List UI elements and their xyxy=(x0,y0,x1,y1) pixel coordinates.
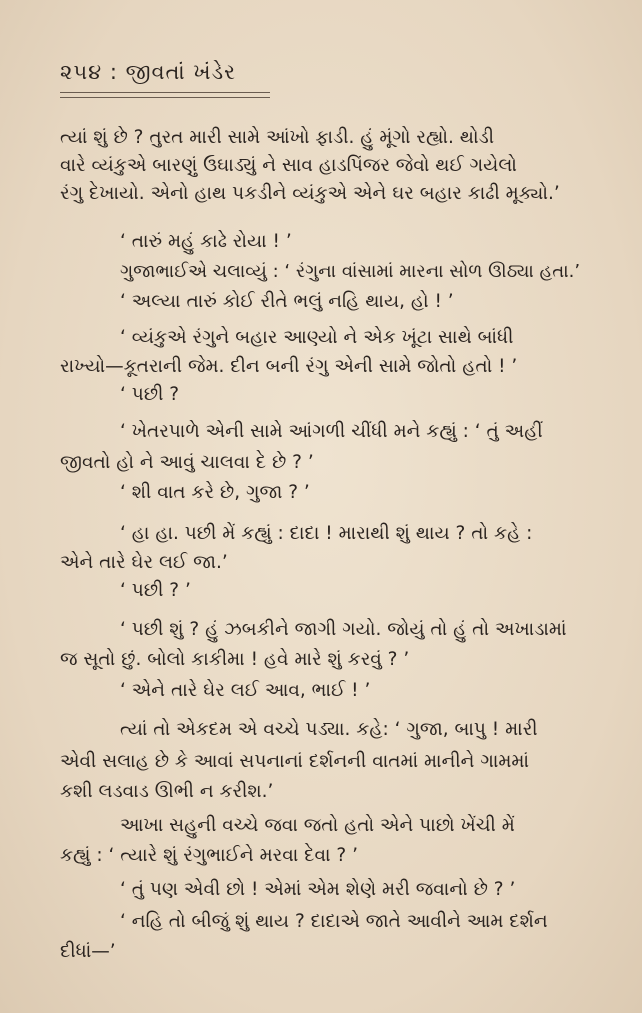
running-header: ૨૫૪ : જીવતાં ખંડેર xyxy=(60,60,236,84)
text-line: ‘ વ્યંકુએ રંગુને બહાર આણ્યો ને એક ખૂંટા સાથે બાંધી xyxy=(120,327,514,348)
text-line: ‘ પછી ? xyxy=(120,384,180,405)
text-line: ‘ પછી શું ? હું ઝબકીને જાગી ગયો. જોયું તો હું તો અખાડામાં xyxy=(120,619,567,640)
text-line: રંગુ દેખાયો. એનો હાથ પકડીને વ્યંકુએ એને ઘર બહાર કાઢી મૂક્યો.’ xyxy=(60,183,560,204)
text-line: દીધાં—’ xyxy=(60,941,116,962)
text-line: ત્યાં તો એકદમ એ વચ્ચે પડ્યા. કહે: ‘ ગુજા, બાપુ ! મારી xyxy=(120,719,538,740)
text-line: જ સૂતો છું. બોલો કાકીમા ! હવે મારે શું કરવું ? ’ xyxy=(60,649,410,670)
text-line: ‘ નહિ તો બીજું શું થાય ? દાદાએ જાતે આવીને આમ દર્શન xyxy=(120,911,548,932)
text-line: ‘ હા હા. પછી મેં કહ્યું : દાદા ! મારાથી શું થાય ? તો કહે : xyxy=(120,523,533,544)
text-line: ‘ એને તારે ઘેર લઈ આવ, ભાઈ ! ’ xyxy=(120,680,371,701)
text-line: વારે વ્યંકુએ બારણું ઉઘાડ્યું ને સાવ હાડપિંજર જેવો થઈ ગયેલો xyxy=(60,155,517,176)
text-line: જીવતો હો ને આવું ચાલવા દે છે ? ’ xyxy=(60,452,314,473)
text-line: રાખ્યો—કૂતરાની જેમ. દીન બની રંગુ એની સામે જોતો હતો ! ’ xyxy=(60,356,518,377)
text-line: ‘ તારું મહું કાઢે રોયા ! ’ xyxy=(120,231,292,252)
text-line: ‘ પછી ? ’ xyxy=(120,580,191,601)
text-line: કશી લડવાડ ઊભી ન કરીશ.’ xyxy=(60,781,274,802)
text-line: ‘ ખેતરપાળે એની સામે આંગળી ચીંધી મને કહ્યું : ‘ તું અહીં xyxy=(120,421,543,442)
text-line: ‘ અલ્યા તારું કોઈ રીતે ભલું નહિ થાય, હો ! ’ xyxy=(120,291,454,312)
text-line: ‘ તું પણ એવી છો ! એમાં એમ શેણે મરી જવાનો છે ? ’ xyxy=(120,879,516,900)
text-line: આખા સહુની વચ્ચે જવા જતો હતો એને પાછો ખેંચી મેં xyxy=(120,815,515,836)
text-line: ‘ શી વાત કરે છે, ગુજા ? ’ xyxy=(120,482,310,503)
text-line: એને તારે ઘેર લઈ જા.’ xyxy=(60,552,228,573)
text-line: ગુજાભાઈએ ચલાવ્યું : ‘ રંગુના વાંસામાં મારના સોળ ઊઠ્યા હતા.’ xyxy=(120,261,581,282)
text-line: એવી સલાહ છે કે આવાં સપનાનાં દર્શનની વાતમાં માનીને ગામમાં xyxy=(60,751,530,772)
text-line: ત્યાં શું છે ? તુરત મારી સામે આંખો ફાડી. હું મૂંગો રહ્યો. થોડી xyxy=(60,127,495,148)
text-line: કહ્યું : ‘ ત્યારે શું રંગુભાઈને મરવા દેવા ? ’ xyxy=(60,845,359,866)
